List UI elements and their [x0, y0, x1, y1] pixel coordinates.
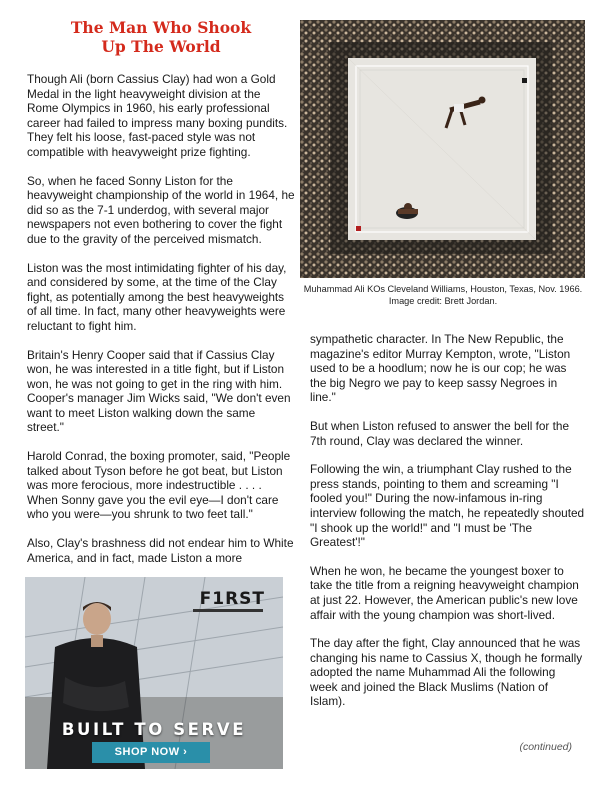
boxing-ring-photo — [300, 20, 585, 278]
title-line-2: Up The World — [101, 37, 221, 56]
right-column — [310, 332, 585, 723]
paragraph: Following the win, a triumphant Clay rushed to the press stands, pointing to them and screaming "I fooled you!" During the now-infamous in-ring interview following the match, he repeatedly shouted "I shook up the world!" and "I must be 'The Greatest'!" — [310, 462, 585, 550]
paragraph: Britain's Henry Cooper said that if Cassius Clay won, he was interested in a title fight, but if Liston won, he was not going to get in the ring with him. Cooper's manager Jim Wicks said, "We don't even want to meet Liston walking down the same street." — [27, 347, 291, 435]
paragraph: When he won, he became the youngest boxer to take the title from a reigning heavyweight champion at just 22. However, the American public's new love affair with the young champion was short-lived. — [310, 563, 579, 622]
left-column — [27, 18, 295, 579]
paragraph: Also, Clay's brashness did not endear him to White America, and in fact, made Liston a more — [27, 536, 294, 565]
paragraph: Harold Conrad, the boxing promoter, said, "People talked about Tyson before he got beat, but Liston was more ferocious, more indestructible . . . . When Sonny gave you the evil eye—I don't care who you were—you shrunk to two feet tall." — [27, 449, 291, 522]
caption-line-1: Muhammad Ali KOs Cleveland Williams, Houston, Texas, Nov. 1966. — [303, 284, 583, 294]
brand-logo: F1RST — [199, 589, 265, 609]
continued-label: (continued) — [519, 741, 572, 753]
article-title — [27, 18, 295, 56]
advertisement[interactable] — [25, 577, 283, 769]
paragraph: Though Ali (born Cassius Clay) had won a Gold Medal in the light heavyweight division at the Rome Olympics in 1960, his early professional career had failed to impress many boxing pundits. They felt his loose, fast-paced style was not compatible with heavyweight prize fighting. — [27, 72, 288, 159]
paragraph: sympathetic character. In The New Republic, the magazine's editor Murray Kempton, wrote, "Liston used to be a hoodlum; now he is our cop; he was the big Negro we pay to keep sassy Negroes in line." — [310, 332, 571, 405]
paragraph: But when Liston refused to answer the bell for the 7th round, Clay was declared the winner. — [310, 418, 570, 448]
caption-line-2: Image credit: Brett Jordan. — [388, 296, 498, 306]
photo-caption — [302, 283, 584, 307]
title-line-1: The Man Who Shook — [70, 18, 252, 37]
brand-underline — [193, 609, 263, 612]
paragraph: Liston was the most intimidating fighter of his day, and considered by some, at the time of the Clay fight, as potentially among the best heavyweights of all time. In fact, many other heavyweights were reluctant to fight him. — [27, 260, 287, 333]
paragraph: So, when he faced Sonny Liston for the heavyweight championship of the world in 1964, he did so as the 7-1 underdog, with several major newspapers not even bothering to cover the fight due to the gravity of the perceived mismatch. — [27, 173, 295, 246]
paragraph: The day after the fight, Clay announced that he was changing his name to Cassius X, though he formally adopted the name Muhammad Ali the following week and joined the Black Muslims (Nation of Islam). — [310, 636, 583, 709]
ad-headline: BUILT TO SERVE — [61, 720, 247, 739]
shop-now-button[interactable]: SHOP NOW › — [92, 742, 210, 763]
